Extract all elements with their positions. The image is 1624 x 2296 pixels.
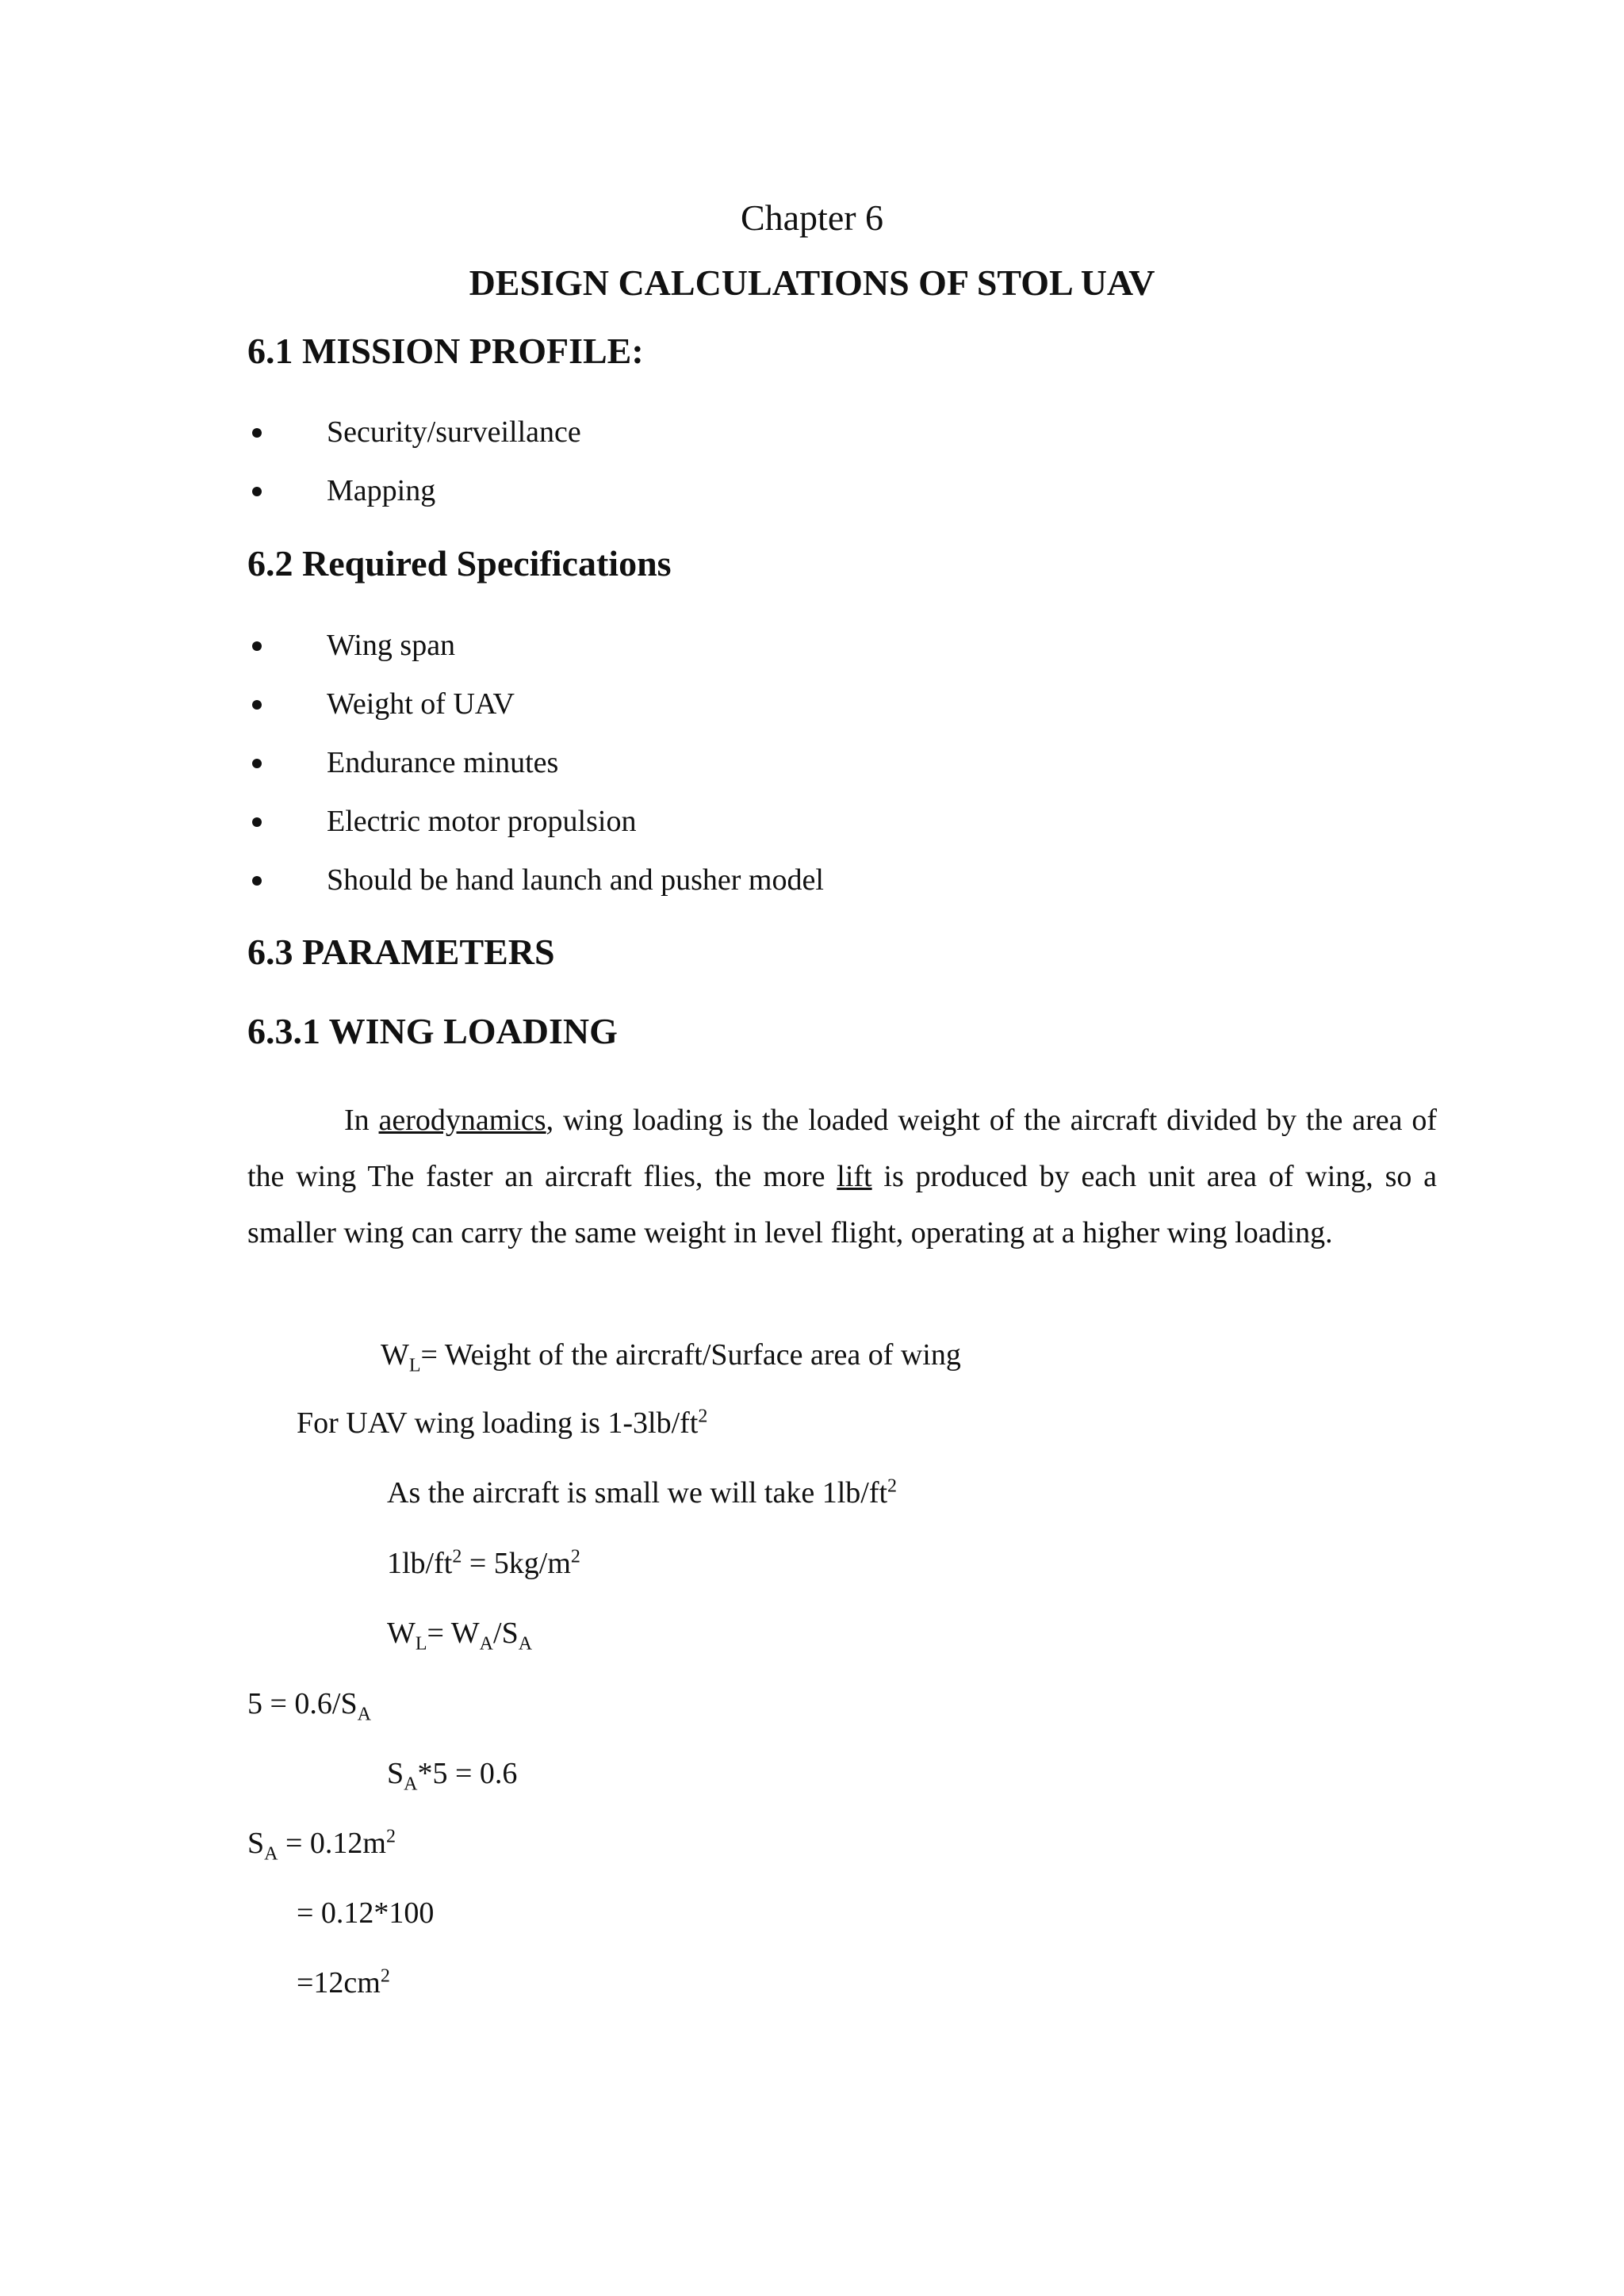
bullet-icon: [252, 700, 262, 710]
equation-surface-area-result: $S_A = 0.12m^2$: [247, 1826, 396, 1865]
list-item-text: Electric motor propulsion: [327, 805, 637, 838]
list-item-text: Mapping: [327, 474, 436, 507]
bullet-icon: [252, 817, 262, 827]
chapter-label: Chapter 6: [740, 197, 884, 238]
list-item-text: Should be hand launch and pusher model: [327, 863, 824, 897]
equation-wl-ratio: $W_L= W_A/S_A$: [387, 1617, 533, 1655]
equation-wing-loading-definition: $W_L=$ Weight of the aircraft/Surface area of wing: [381, 1338, 961, 1376]
equation-assumption: As the aircraft is small we will take $1lb/ft^2$: [387, 1475, 898, 1510]
list-item-text: Endurance minutes: [327, 746, 559, 779]
lift-link[interactable]: lift: [837, 1160, 872, 1193]
aerodynamics-link[interactable]: aerodynamics: [378, 1104, 546, 1137]
paragraph-text: is produced by each unit area of wing, so a smaller wing can carry the same weight in level flight, operating at a higher wing loading.: [247, 1160, 1438, 1249]
paragraph-text: , wing loading is the loaded weight of the aircraft divided by the area of the wing The faster an aircraft flies, the more: [247, 1104, 1437, 1193]
bullet-icon: [252, 759, 262, 768]
section-heading-parameters: 6.3 PARAMETERS: [247, 932, 555, 972]
list-item-text: Security/surveillance: [327, 415, 581, 449]
bullet-icon: [252, 641, 262, 651]
equation-uav-wing-loading-range: For UAV wing loading is $1-3lb/ft^2$: [297, 1406, 708, 1440]
equation-conversion-step: = 0.12*100: [297, 1896, 435, 1930]
chapter-title: DESIGN CALCULATIONS OF STOL UAV: [469, 262, 1155, 303]
section-heading-required-specifications: 6.2 Required Specifications: [247, 543, 672, 584]
list-item-text: Weight of UAV: [327, 687, 515, 721]
bullet-icon: [252, 428, 262, 438]
equation-final-result: $=12cm^2$: [297, 1965, 390, 1999]
equation-unit-conversion: $1lb/ft^2 = 5kg/m^2$: [387, 1546, 580, 1580]
section-heading-wing-loading: 6.3.1 WING LOADING: [247, 1011, 618, 1051]
bullet-icon: [252, 487, 262, 496]
list-item-text: Wing span: [327, 629, 456, 662]
equation-rearranged: $S_A*5 = 0.6$: [387, 1757, 518, 1795]
paragraph-text: In: [344, 1104, 370, 1137]
section-heading-mission-profile: 6.1 MISSION PROFILE:: [247, 331, 644, 371]
wing-loading-paragraph: [247, 1093, 1437, 1261]
equation-substitution: $5 = 0.6/S_A$: [247, 1687, 371, 1725]
bullet-icon: [252, 876, 262, 886]
